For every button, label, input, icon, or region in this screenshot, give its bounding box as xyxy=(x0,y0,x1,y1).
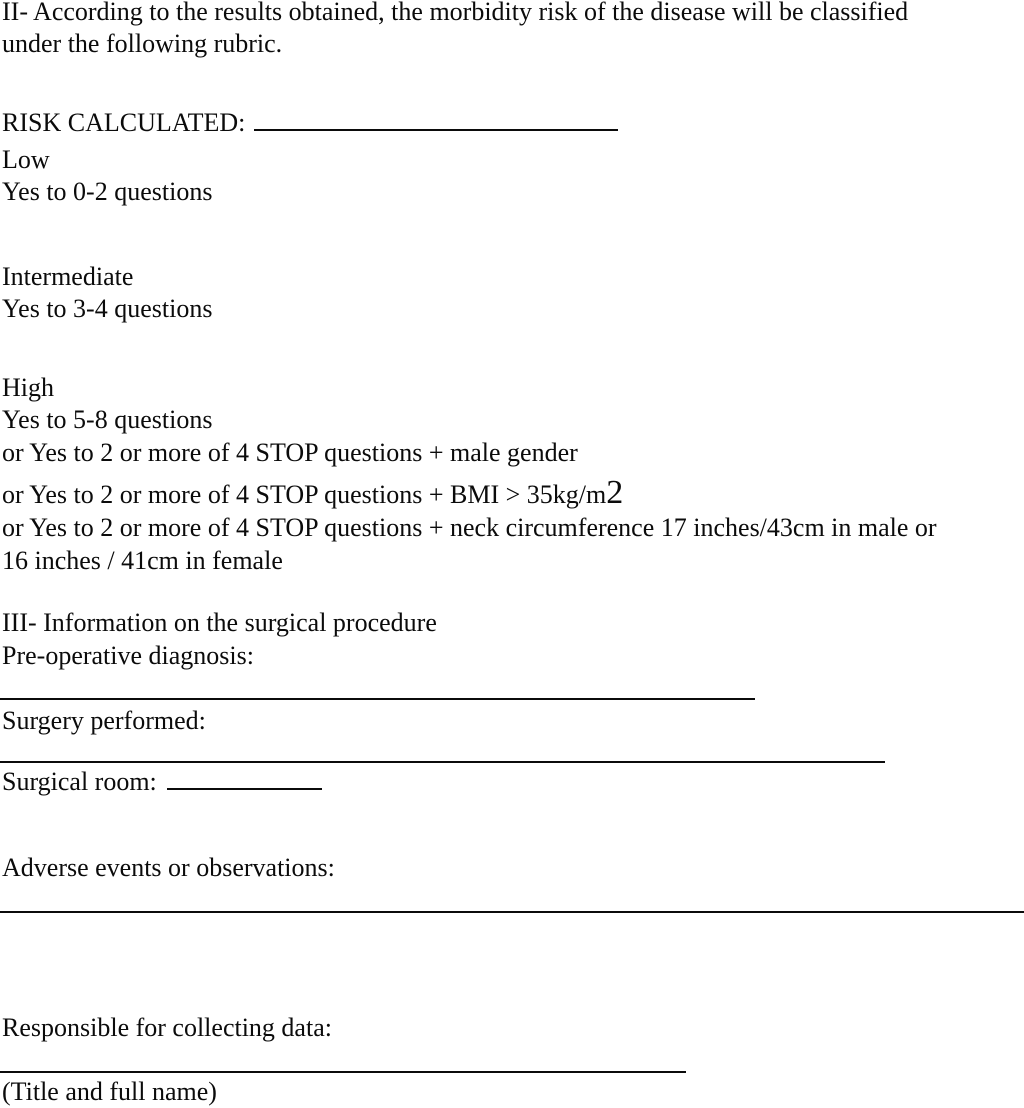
adverse-events-blank-line xyxy=(0,911,1024,913)
preop-diagnosis-blank-line xyxy=(0,698,755,700)
risk-level-intermediate-criteria: Yes to 3-4 questions xyxy=(2,294,213,323)
risk-level-intermediate: Intermediate xyxy=(2,262,134,291)
intro-line-2: under the following rubric. xyxy=(2,29,283,58)
surgery-performed-label: Surgery performed: xyxy=(2,706,206,735)
risk-calculated-row xyxy=(2,107,618,139)
risk-level-high-criteria-1: Yes to 5-8 questions xyxy=(2,405,213,434)
risk-calculated-label: RISK CALCULATED: xyxy=(2,108,246,137)
section3-heading: III- Information on the surgical procedure xyxy=(2,608,437,637)
risk-level-high-criteria-2: or Yes to 2 or more of 4 STOP questions + male gender xyxy=(2,438,578,467)
risk-level-low-criteria: Yes to 0-2 questions xyxy=(2,177,213,206)
intro-line-1: II- According to the results obtained, the morbidity risk of the disease will be classified xyxy=(2,0,909,26)
adverse-events-label: Adverse events or observations: xyxy=(2,853,335,882)
risk-calculated-blank-line xyxy=(254,128,618,131)
bmi-exponent: 2 xyxy=(606,474,624,511)
bmi-criterion-text: or Yes to 2 or more of 4 STOP questions + BMI > 35kg/m xyxy=(2,480,607,509)
risk-level-low: Low xyxy=(2,145,50,174)
surgical-room-blank-line xyxy=(167,787,322,790)
risk-level-high-criteria-4-line-2: 16 inches / 41cm in female xyxy=(2,546,283,575)
risk-level-high: High xyxy=(2,373,54,402)
surgical-room-row xyxy=(2,766,322,798)
risk-level-high-criteria-3 xyxy=(2,474,624,511)
risk-level-high-criteria-4-line-1: or Yes to 2 or more of 4 STOP questions + neck circumference 17 inches/43cm in male or xyxy=(2,513,937,542)
preop-diagnosis-label: Pre-operative diagnosis: xyxy=(2,641,254,670)
surgical-room-label: Surgical room: xyxy=(2,767,157,796)
responsible-blank-line xyxy=(0,1071,686,1073)
responsible-label: Responsible for collecting data: xyxy=(2,1013,332,1042)
responsible-hint: (Title and full name) xyxy=(2,1077,217,1106)
surgery-performed-blank-line xyxy=(0,761,885,763)
